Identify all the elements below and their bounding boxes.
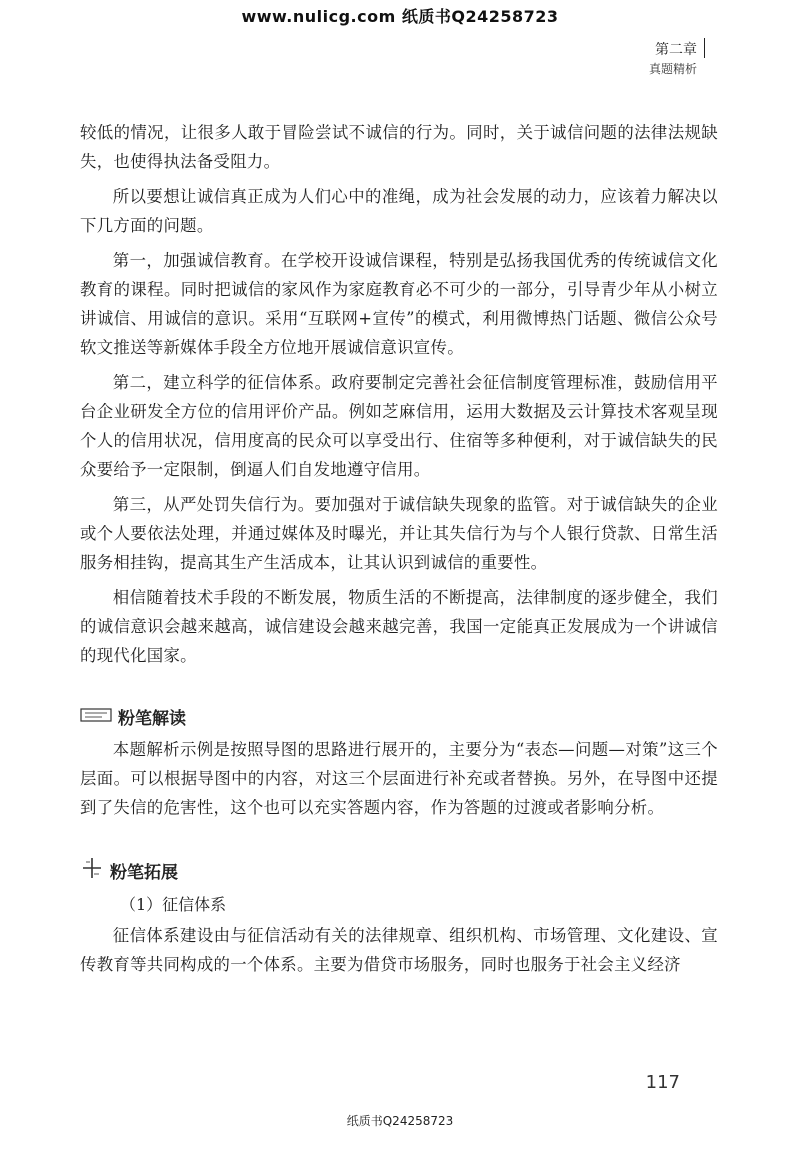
body-paragraph-4: 第二，建立科学的征信体系。政府要制定完善社会征信制度管理标准，鼓励信用平台企业研发全方位的信用评价产品。例如芝麻信用，运用大数据及云计算技术客观呈现个人的信用状况，信用度高的民众可以享受出行、住宿等多种便利，对于诚信缺失的民众要给予一定限制，倒逼人们自发地遵守信用。 — [80, 373, 718, 479]
body-paragraph-2: 所以要想让诚信真正成为人们心中的准绳，成为社会发展的动力，应该着力解决以下几方面的问题。 — [80, 187, 718, 235]
body-paragraph-1: 较低的情况，让很多人敢于冒险尝试不诚信的行为。同时，关于诚信问题的法律法规缺失，也使得执法备受阻力。 — [80, 123, 718, 171]
running-head — [649, 40, 697, 78]
section-label: 真题精析 — [648, 62, 697, 76]
extend-paragraph: 征信体系建设由与征信活动有关的法律规章、组织机构、市场管理、文化建设、宣传教育等共同构成的一个体系。主要为借贷市场服务，同时也服务于社会主义经济 — [80, 926, 718, 974]
section-heading-extend-text: 粉笔拓展 — [110, 863, 178, 883]
body-paragraph-5: 第三，从严处罚失信行为。要加强对于诚信缺失现象的监管。对于诚信缺失的企业或个人要依法处理，并通过媒体及时曝光，并让其失信行为与个人银行贷款、日常生活服务相挂钩，提高其生产生活成本，让其认识到诚信的重要性。 — [80, 495, 718, 572]
top-watermark: www.nulicg.com 纸质书Q24258723 — [241, 7, 559, 26]
header-divider — [704, 38, 706, 58]
section-heading-extend — [80, 856, 718, 885]
sub-heading-credit-system: （1）征信体系 — [120, 895, 227, 914]
reading-paragraph: 本题解析示例是按照导图的思路进行展开的，主要分为“表态—问题—对策”这三个层面。可以根据导图中的内容，对这三个层面进行补充或者替换。另外，在导图中还提到了失信的危害性，这个也可以充实答题内容，作为答题的过渡或者影响分析。 — [80, 740, 718, 817]
section-heading-reading-text: 粉笔解读 — [118, 709, 186, 729]
page-number: 117 — [645, 1072, 680, 1093]
bottom-watermark: 纸质书Q24258723 — [346, 1114, 454, 1128]
chapter-label: 第二章 — [655, 42, 697, 58]
chalk-reading-icon — [80, 707, 112, 727]
body-paragraph-6: 相信随着技术手段的不断发展，物质生活的不断提高，法律制度的逐步健全，我们的诚信意识会越来越高，诚信建设会越来越完善，我国一定能真正发展成为一个讲诚信的现代化国家。 — [80, 588, 718, 665]
section-heading-reading — [80, 704, 718, 729]
chalk-extend-icon — [80, 856, 104, 885]
page-body — [80, 118, 718, 979]
body-paragraph-3: 第一，加强诚信教育。在学校开设诚信课程，特别是弘扬我国优秀的传统诚信文化教育的课程。同时把诚信的家风作为家庭教育必不可少的一部分，引导青少年从小树立讲诚信、用诚信的意识。采用“互联网+宣传”的模式，利用微博热门话题、微信公众号软文推送等新媒体手段全方位地开展诚信意识宣传。 — [80, 251, 718, 357]
